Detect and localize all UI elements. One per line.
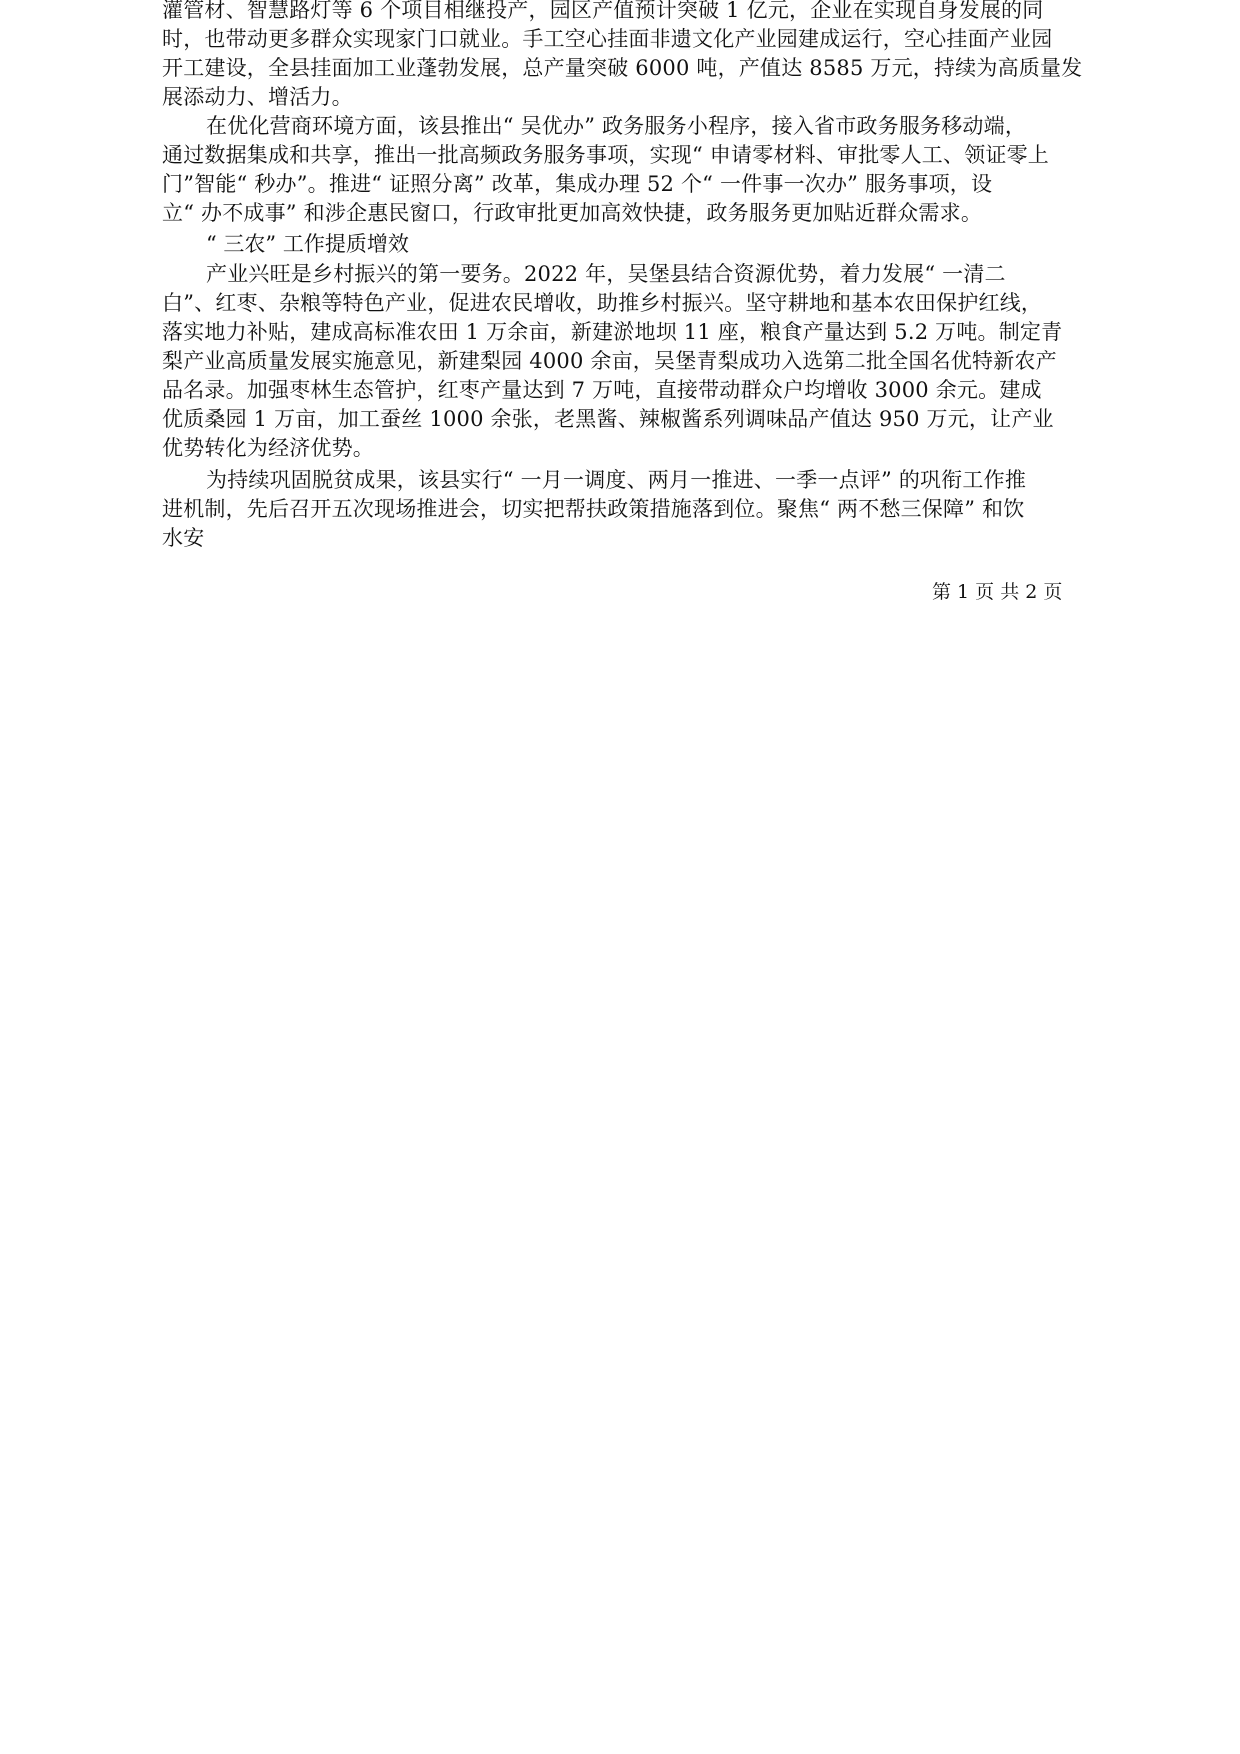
text-line: 进机制，先后召开五次现场推进会，切实把帮扶政策措施落到位。聚焦“ 两不愁三保障” 和饮 [162,497,1025,521]
text-line: 展添动力、增活力。 [162,85,353,109]
text-line: 产业兴旺是乡村振兴的第一要务。2022 年，吴堡县结合资源优势，着力发展“ 一清二 [206,262,1006,286]
text-line: 落实地力补贴，建成高标准农田 1 万余亩，新建淤地坝 11 座，粮食产量达到 5.2 万吨。制定青 [162,320,1063,344]
text-line: 水安 [162,526,205,550]
paragraph-business-environment [162,112,1092,228]
page-number-footer: 第 1 页 共 2 页 [932,581,1063,603]
text-line: 门”智能“ 秒办”。推进“ 证照分离” 改革，集成办理 52 个“ 一件事一次办” 服务事项，设 [162,172,993,196]
text-line: 白”、红枣、杂粮等特色产业，促进农民增收，助推乡村振兴。坚守耕地和基本农田保护红线， [162,291,1043,315]
text-line: 灌管材、智慧路灯等 6 个项目相继投产，园区产值预计突破 1 亿元，企业在实现自身发展的同 [162,0,1044,22]
paragraph-rural-industry [162,260,1092,463]
text-line: 时，也带动更多群众实现家门口就业。手工空心挂面非遗文化产业园建成运行，空心挂面产业园 [162,27,1053,51]
text-line: 品名录。加强枣林生态管护，红枣产量达到 7 万吨，直接带动群众户均增收 3000 余元。建成 [162,378,1042,402]
section-heading: “ 三农” 工作提质增效 [206,232,409,256]
text-line: 开工建设，全县挂面加工业蓬勃发展，总产量突破 6000 吨，产值达 8585 万元，持续为高质量发 [162,56,1083,80]
paragraph-industrial-park [162,0,1092,112]
text-line: 梨产业高质量发展实施意见，新建梨园 4000 余亩，吴堡青梨成功入选第二批全国名优特新农产 [162,349,1057,373]
text-line: 优质桑园 1 万亩，加工蚕丝 1000 余张，老黑酱、辣椒酱系列调味品产值达 950 万元，让产业 [162,407,1054,431]
text-line: 立“ 办不成事” 和涉企惠民窗口，行政审批更加高效快捷，政务服务更加贴近群众需求。 [162,201,983,225]
paragraph-poverty-alleviation [162,466,1092,553]
text-line: 为持续巩固脱贫成果，该县实行“ 一月一调度、两月一推进、一季一点评” 的巩衔工作推 [206,468,1027,492]
text-line: 通过数据集成和共享，推出一批高频政务服务事项，实现“ 申请零材料、审批零人工、领证零上 [162,143,1050,167]
text-line: 在优化营商环境方面，该县推出“ 吴优办” 政务服务小程序，接入省市政务服务移动端， [206,114,1027,138]
text-line: 优势转化为经济优势。 [162,436,374,460]
